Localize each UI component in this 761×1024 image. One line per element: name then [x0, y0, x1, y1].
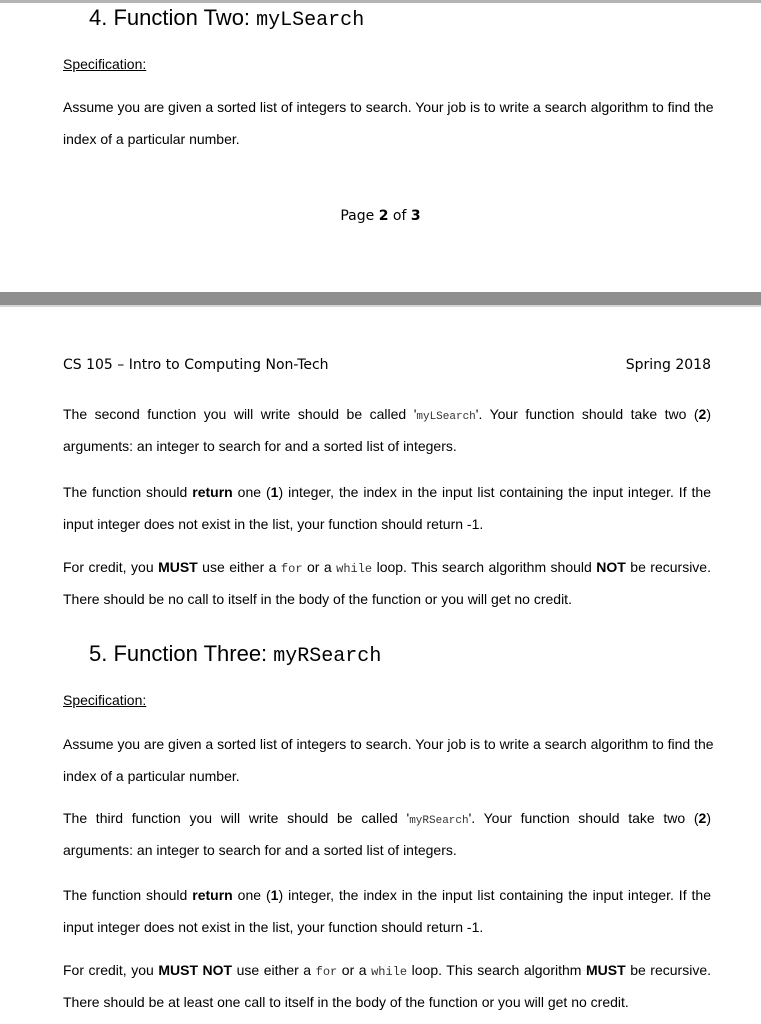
page-break [0, 292, 761, 305]
term-header: Spring 2018 [625, 357, 711, 373]
section-5-paragraph-1: The third function you will write should be called 'myRSearch'. Your function should take two (2) arguments: an integer to search for and a sorted list of integers. [63, 810, 711, 858]
section-4-paragraph-1: The second function you will write should be called 'myLSearch'. Your function should take two (2) arguments: an integer to search for and a sorted list of integers. [63, 406, 711, 454]
page-break-shadow [0, 305, 761, 307]
section-5-paragraph-3: For credit, you MUST NOT use either a for or a while loop. This search algorithm MUST be recursive. There should be at least one call to itself in the body of the function or you will get no credit. [63, 962, 711, 1010]
section-5-heading: 5. Function Three: myRSearch [89, 641, 382, 668]
section-4-intro: Assume you are given a sorted list of integers to search. Your job is to write a search algorithm to find the index of a particular number. [63, 99, 714, 147]
course-header: CS 105 – Intro to Computing Non-Tech [63, 357, 329, 373]
section-4-spec-label: Specification: [63, 56, 147, 72]
section-5-paragraph-2: The function should return one (1) integer, the index in the input list containing the input integer. If the input integer does not exist in the list, your function should return -1. [63, 887, 711, 935]
section-4-paragraph-2: The function should return one (1) integer, the index in the input list containing the input integer. If the input integer does not exist in the list, your function should return -1. [63, 484, 711, 532]
top-border [0, 0, 761, 3]
section-4-paragraph-3: For credit, you MUST use either a for or a while loop. This search algorithm should NOT be recursive. There should be no call to itself in the body of the function or you will get no credit. [63, 559, 711, 607]
page-footer: Page 2 of 3 [340, 208, 421, 224]
section-5-spec-label: Specification: [63, 692, 147, 708]
section-4-heading: 4. Function Two: myLSearch [89, 5, 365, 32]
section-5-intro: Assume you are given a sorted list of integers to search. Your job is to write a search algorithm to find the index of a particular number. [63, 736, 714, 784]
